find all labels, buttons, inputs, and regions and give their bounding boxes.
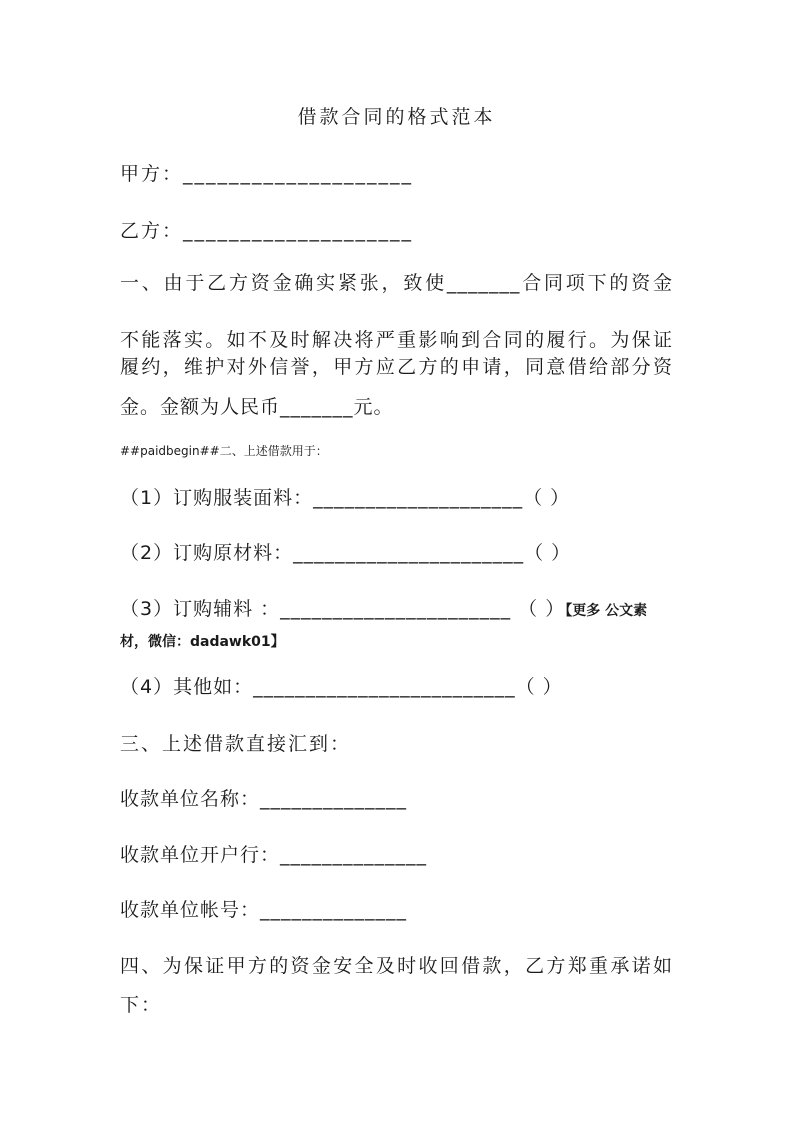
clause4-line-1: 四、为保证甲方的资金安全及时收回借款，乙方郑重承诺如 xyxy=(120,955,673,977)
party-a-line: 甲方：____________________ xyxy=(120,163,414,185)
use-item-3-note: 【更多 公文素 xyxy=(565,603,648,619)
use-item-1: （1）订购服装面料：____________________（ ） xyxy=(120,487,571,509)
use-item-4: （4）其他如：_________________________（ ） xyxy=(120,676,563,698)
use-item-3-note-cont: 材，微信：dadawk01】 xyxy=(120,634,285,650)
clause1-line-4: 金。金额为人民币_______元。 xyxy=(120,396,394,418)
payee-name-line: 收款单位名称：______________ xyxy=(120,788,408,810)
clause2-heading: ##paidbegin##二、上述借款用于： xyxy=(120,444,328,458)
payee-bank-line: 收款单位开户行：______________ xyxy=(120,844,428,866)
use-item-3 xyxy=(120,597,647,621)
clause1-line-2: 不能落实。如不及时解决将严重影响到合同的履行。为保证 xyxy=(120,329,673,351)
payee-account-line: 收款单位帐号：______________ xyxy=(120,899,408,921)
clause1-line-1: 一、由于乙方资金确实紧张，致使_______合同项下的资金 xyxy=(120,272,673,294)
party-b-line: 乙方：____________________ xyxy=(120,220,414,242)
clause1-line-3: 履约，维护对外信誉，甲方应乙方的申请，同意借给部分资 xyxy=(120,356,673,378)
document-title: 借款合同的格式范本 xyxy=(297,106,496,128)
use-item-2: （2）订购原材料：______________________（ ） xyxy=(120,542,572,564)
use-item-3-text: （3）订购辅料 ：______________________ （ ） xyxy=(120,598,566,620)
clause4-line-2: 下： xyxy=(120,994,163,1016)
clause3-heading: 三、上述借款直接汇到： xyxy=(120,733,352,755)
